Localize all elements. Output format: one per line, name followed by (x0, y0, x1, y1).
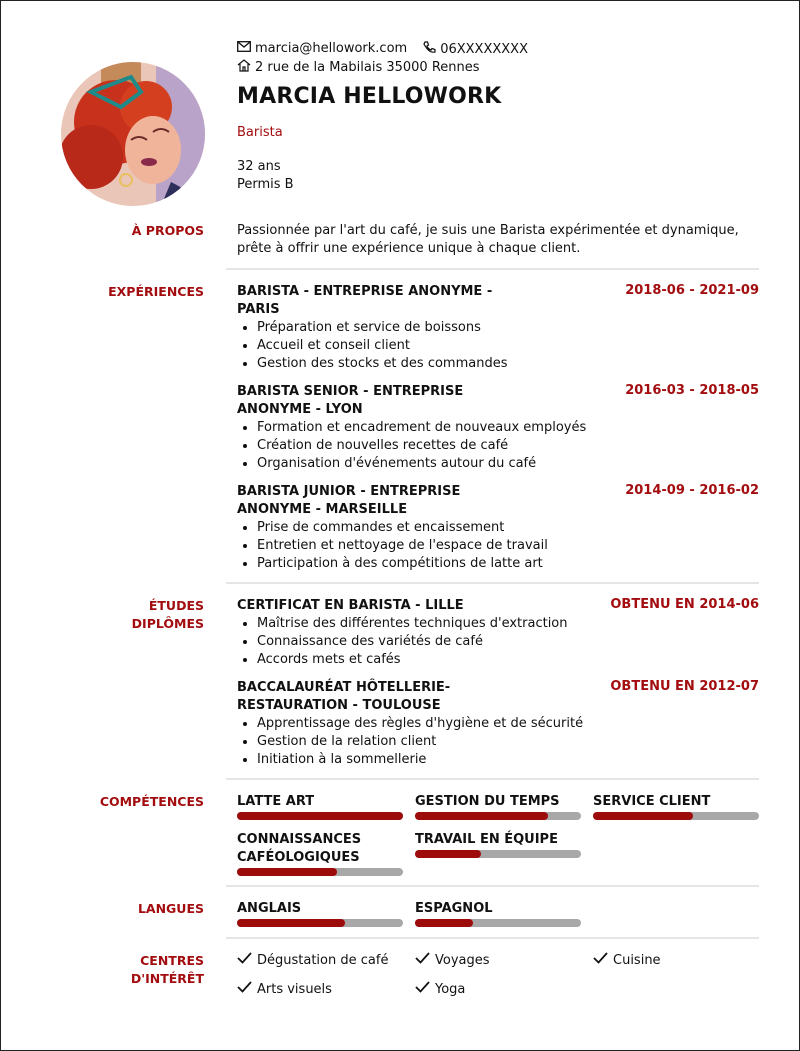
bullet-item: • Connaissance des variétés de café (257, 633, 759, 651)
interests-label-line2: D'INTÉRÊT (130, 971, 204, 986)
education-label-line1: ÉTUDES (148, 598, 204, 613)
experience-entry (237, 483, 759, 573)
separator (226, 778, 759, 780)
skill-level-bar (593, 812, 759, 820)
interest-label: Yoga (435, 981, 466, 997)
separator (226, 885, 759, 887)
language-item (237, 900, 403, 927)
bullet-item: • Accords mets et cafés (257, 651, 759, 669)
skill-item (415, 793, 581, 820)
skill-level-fill (415, 850, 481, 858)
language-name: ANGLAIS (237, 901, 302, 916)
interest-label: Cuisine (613, 952, 661, 968)
experience-date: 2018-06 - 2021-09 (625, 283, 759, 298)
education-bullets (237, 615, 759, 669)
bullet-item: • Création de nouvelles recettes de café (257, 437, 759, 455)
language-item (415, 900, 581, 927)
candidate-name: MARCIA HELLOWORK (237, 84, 502, 109)
education-entry (237, 597, 759, 669)
skill-name: LATTE ART (237, 794, 315, 809)
interest-item (415, 952, 490, 968)
about-label: À PROPOS (131, 223, 204, 238)
address-line (237, 59, 480, 76)
separator (226, 268, 759, 270)
separator (226, 582, 759, 584)
bullet-item: • Gestion de la relation client (257, 733, 759, 751)
languages-label: LANGUES (137, 901, 204, 916)
skill-level-bar (415, 812, 581, 820)
bullet-item: • Entretien et nettoyage de l'espace de travail (257, 537, 759, 555)
education-date: OBTENU EN 2012-07 (610, 679, 759, 694)
check-icon (593, 952, 608, 968)
experience-date: 2016-03 - 2018-05 (625, 383, 759, 398)
phone-item (423, 41, 528, 58)
interest-item (593, 952, 661, 968)
education-entry (237, 679, 759, 769)
skill-name: TRAVAIL EN ÉQUIPE (415, 832, 558, 847)
skill-level-fill (237, 868, 337, 876)
interests-label (131, 952, 204, 988)
language-name: ESPAGNOL (415, 901, 493, 916)
education-label (132, 597, 204, 633)
job-title: Barista (237, 125, 283, 140)
profile-photo (61, 62, 205, 206)
experience-title: BARISTA JUNIOR - ENTREPRISE ANONYME - MARSEILLE (237, 484, 461, 517)
language-level-fill (415, 919, 473, 927)
education-bullets (237, 715, 759, 769)
skill-item (237, 831, 377, 876)
interests-label-line1: CENTRES (140, 953, 204, 968)
email-text[interactable]: marcia@hellowork.com (255, 41, 408, 56)
interest-item (237, 952, 388, 968)
experience-bullets (237, 419, 759, 473)
bullet-item: • Préparation et service de boissons (257, 319, 759, 337)
education-title: BACCALAURÉAT HÔTELLERIE-RESTAURATION - TOULOUSE (237, 680, 451, 713)
interest-item (237, 981, 332, 997)
contact-line (237, 41, 528, 58)
language-level-bar (237, 919, 403, 927)
skill-item (593, 793, 759, 820)
skill-name: SERVICE CLIENT (593, 794, 711, 809)
bullet-item: • Initiation à la sommellerie (257, 751, 759, 769)
bullet-item: • Prise de commandes et encaissement (257, 519, 759, 537)
bullet-item: • Formation et encadrement de nouveaux employés (257, 419, 759, 437)
experiences-label: EXPÉRIENCES (108, 284, 204, 299)
skill-name: CONNAISSANCES CAFÉOLOGIQUES (237, 832, 362, 865)
bullet-item: • Apprentissage des règles d'hygiène et de sécurité (257, 715, 759, 733)
check-icon (237, 981, 252, 997)
language-level-fill (237, 919, 345, 927)
check-icon (415, 952, 430, 968)
skill-level-bar (237, 812, 403, 820)
age: 32 ans (237, 159, 281, 174)
skill-level-bar (237, 868, 403, 876)
separator (226, 937, 759, 939)
education-title: CERTIFICAT EN BARISTA - LILLE (237, 598, 464, 613)
experience-title: BARISTA - ENTREPRISE ANONYME - PARIS (237, 284, 493, 317)
experience-entry (237, 383, 759, 473)
about-text: Passionnée par l'art du café, je suis une Barista expérimentée et dynamique, prête à offrir une expérience unique à chaque client. (237, 223, 739, 256)
email-item (237, 41, 407, 58)
check-icon (415, 981, 430, 997)
skills-label: COMPÉTENCES (99, 794, 204, 809)
interest-label: Voyages (435, 952, 490, 968)
bullet-item: • Organisation d'événements autour du café (257, 455, 759, 473)
bullet-item: • Gestion des stocks et des commandes (257, 355, 759, 373)
skill-name: GESTION DU TEMPS (415, 794, 560, 809)
interest-item (415, 981, 465, 997)
check-icon (237, 952, 252, 968)
phone-text[interactable]: 06XXXXXXXX (440, 42, 528, 57)
interest-label: Arts visuels (257, 981, 332, 997)
skill-level-fill (415, 812, 548, 820)
education-date: OBTENU EN 2014-06 (610, 597, 759, 612)
experience-entry (237, 283, 759, 373)
phone-icon (423, 41, 436, 58)
skill-item (237, 793, 403, 820)
education-label-line2: DIPLÔMES (131, 616, 204, 631)
experience-title: BARISTA SENIOR - ENTREPRISE ANONYME - LYON (237, 384, 464, 417)
driving-license: Permis B (237, 177, 294, 192)
bullet-item: • Maîtrise des différentes techniques d'extraction (257, 615, 759, 633)
experience-bullets (237, 519, 759, 573)
experience-bullets (237, 319, 759, 373)
skill-level-fill (237, 812, 403, 820)
interest-label: Dégustation de café (257, 952, 389, 968)
address-text: 2 rue de la Mabilais 35000 Rennes (255, 60, 480, 75)
home-icon (237, 59, 251, 76)
bullet-item: • Accueil et conseil client (257, 337, 759, 355)
mail-icon (237, 41, 251, 56)
language-level-bar (415, 919, 581, 927)
bullet-item: • Participation à des compétitions de latte art (257, 555, 759, 573)
skill-item (415, 831, 581, 858)
experience-date: 2014-09 - 2016-02 (625, 483, 759, 498)
skill-level-fill (593, 812, 693, 820)
skill-level-bar (415, 850, 581, 858)
